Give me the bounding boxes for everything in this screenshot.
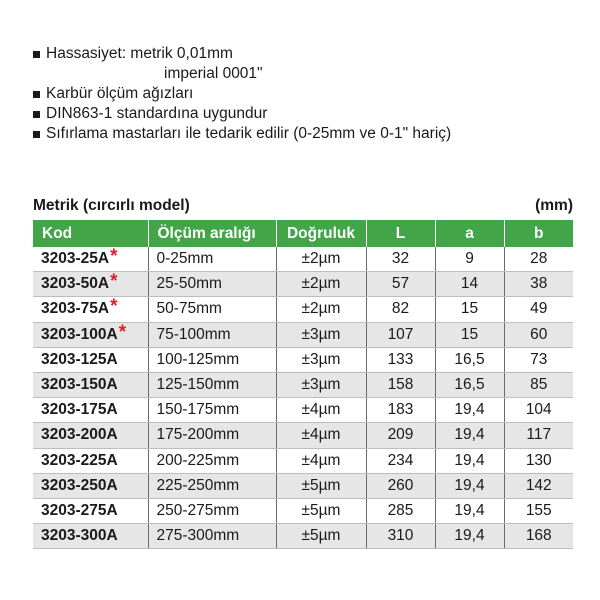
cell-code [33, 448, 148, 473]
cell-code [33, 398, 148, 423]
product-code: 3203-175A [41, 401, 118, 419]
table-row [33, 347, 573, 372]
table-title: Metrik (cırcırlı model) [33, 197, 190, 214]
cell-a: 15 [435, 297, 504, 322]
cell-range: 200-225mm [148, 448, 276, 473]
cell-code [33, 372, 148, 397]
col-header-L: L [366, 220, 435, 247]
cell-L: 82 [366, 297, 435, 322]
product-code: 3203-75A [41, 300, 110, 318]
product-code: 3203-225A [41, 451, 118, 469]
cell-L: 310 [366, 524, 435, 549]
cell-range: 250-275mm [148, 498, 276, 523]
bullet-square-icon [33, 111, 40, 118]
cell-a: 19,4 [435, 448, 504, 473]
cell-L: 209 [366, 423, 435, 448]
cell-code [33, 524, 148, 549]
col-header-range: Ölçüm aralığı [148, 220, 276, 247]
product-code: 3203-50A [41, 275, 110, 293]
table-row [33, 398, 573, 423]
table-row [33, 247, 573, 272]
cell-b: 73 [504, 347, 573, 372]
cell-b: 117 [504, 423, 573, 448]
table-body [33, 247, 573, 549]
asterisk-icon: * [118, 321, 127, 343]
feature-item-din [33, 104, 583, 124]
cell-range: 100-125mm [148, 347, 276, 372]
cell-L: 133 [366, 347, 435, 372]
cell-accuracy: ±5µm [276, 498, 366, 523]
cell-b: 60 [504, 322, 573, 347]
feature-item-precision [33, 44, 583, 84]
cell-b: 104 [504, 398, 573, 423]
cell-b: 130 [504, 448, 573, 473]
cell-code [33, 347, 148, 372]
cell-range: 25-50mm [148, 272, 276, 297]
cell-accuracy: ±2µm [276, 272, 366, 297]
cell-b: 142 [504, 473, 573, 498]
col-header-b: b [504, 220, 573, 247]
table-row [33, 473, 573, 498]
cell-accuracy: ±5µm [276, 473, 366, 498]
product-code: 3203-150A [41, 376, 118, 394]
cell-a: 19,4 [435, 498, 504, 523]
product-code: 3203-250A [41, 476, 118, 494]
cell-a: 14 [435, 272, 504, 297]
cell-L: 234 [366, 448, 435, 473]
table-row [33, 423, 573, 448]
cell-accuracy: ±2µm [276, 297, 366, 322]
table-row [33, 272, 573, 297]
cell-L: 183 [366, 398, 435, 423]
table-row [33, 448, 573, 473]
feature-text: Sıfırlama mastarları ile tedarik edilir (0-25mm ve 0-1" hariç) [46, 125, 452, 142]
cell-b: 155 [504, 498, 573, 523]
cell-a: 19,4 [435, 524, 504, 549]
feature-item-setting-gauges [33, 124, 583, 144]
cell-accuracy: ±3µm [276, 372, 366, 397]
table-title-row [33, 197, 573, 219]
cell-code [33, 322, 148, 347]
feature-list [33, 44, 583, 144]
cell-accuracy: ±4µm [276, 398, 366, 423]
cell-a: 19,4 [435, 398, 504, 423]
cell-a: 16,5 [435, 347, 504, 372]
cell-range: 275-300mm [148, 524, 276, 549]
cell-range: 175-200mm [148, 423, 276, 448]
cell-code [33, 247, 148, 272]
cell-b: 38 [504, 272, 573, 297]
col-header-accuracy: Doğruluk [276, 220, 366, 247]
cell-L: 158 [366, 372, 435, 397]
cell-a: 9 [435, 247, 504, 272]
feature-text: DIN863-1 standardına uygundur [46, 105, 268, 122]
bullet-square-icon [33, 91, 40, 98]
col-header-a: a [435, 220, 504, 247]
cell-b: 49 [504, 297, 573, 322]
asterisk-icon: * [110, 296, 118, 318]
cell-accuracy: ±3µm [276, 347, 366, 372]
cell-accuracy: ±3µm [276, 322, 366, 347]
cell-accuracy: ±4µm [276, 448, 366, 473]
cell-range: 50-75mm [148, 297, 276, 322]
spec-table [33, 220, 573, 549]
cell-L: 260 [366, 473, 435, 498]
table-row [33, 524, 573, 549]
cell-L: 57 [366, 272, 435, 297]
feature-item-carbide [33, 84, 583, 104]
table-row [33, 297, 573, 322]
cell-range: 150-175mm [148, 398, 276, 423]
cell-b: 85 [504, 372, 573, 397]
product-code: 3203-300A [41, 527, 118, 545]
cell-accuracy: ±5µm [276, 524, 366, 549]
feature-precision-imperial: imperial 0001" [164, 65, 263, 82]
bullet-square-icon [33, 51, 40, 58]
cell-code [33, 423, 148, 448]
cell-a: 16,5 [435, 372, 504, 397]
cell-a: 15 [435, 322, 504, 347]
product-code: 3203-100A [41, 325, 118, 343]
cell-b: 168 [504, 524, 573, 549]
cell-b: 28 [504, 247, 573, 272]
cell-range: 125-150mm [148, 372, 276, 397]
cell-code [33, 272, 148, 297]
cell-code [33, 297, 148, 322]
cell-L: 285 [366, 498, 435, 523]
cell-L: 32 [366, 247, 435, 272]
product-code: 3203-125A [41, 350, 118, 368]
table-row [33, 372, 573, 397]
cell-L: 107 [366, 322, 435, 347]
cell-range: 225-250mm [148, 473, 276, 498]
cell-a: 19,4 [435, 473, 504, 498]
product-code: 3203-25A [41, 250, 110, 268]
col-header-code: Kod [33, 220, 148, 247]
cell-accuracy: ±4µm [276, 423, 366, 448]
asterisk-icon: * [110, 246, 118, 268]
product-code: 3203-275A [41, 501, 118, 519]
cell-code [33, 473, 148, 498]
feature-precision-metric: Hassasiyet: metrik 0,01mm [46, 45, 233, 62]
cell-range: 75-100mm [148, 322, 276, 347]
product-code: 3203-200A [41, 426, 118, 444]
cell-code [33, 498, 148, 523]
table-header-row [33, 220, 573, 247]
table-row [33, 322, 573, 347]
bullet-square-icon [33, 131, 40, 138]
cell-accuracy: ±2µm [276, 247, 366, 272]
table-unit: (mm) [535, 197, 573, 214]
feature-text: Karbür ölçüm ağızları [46, 85, 194, 102]
table-row [33, 498, 573, 523]
cell-a: 19,4 [435, 423, 504, 448]
asterisk-icon: * [110, 271, 118, 293]
cell-range: 0-25mm [148, 247, 276, 272]
